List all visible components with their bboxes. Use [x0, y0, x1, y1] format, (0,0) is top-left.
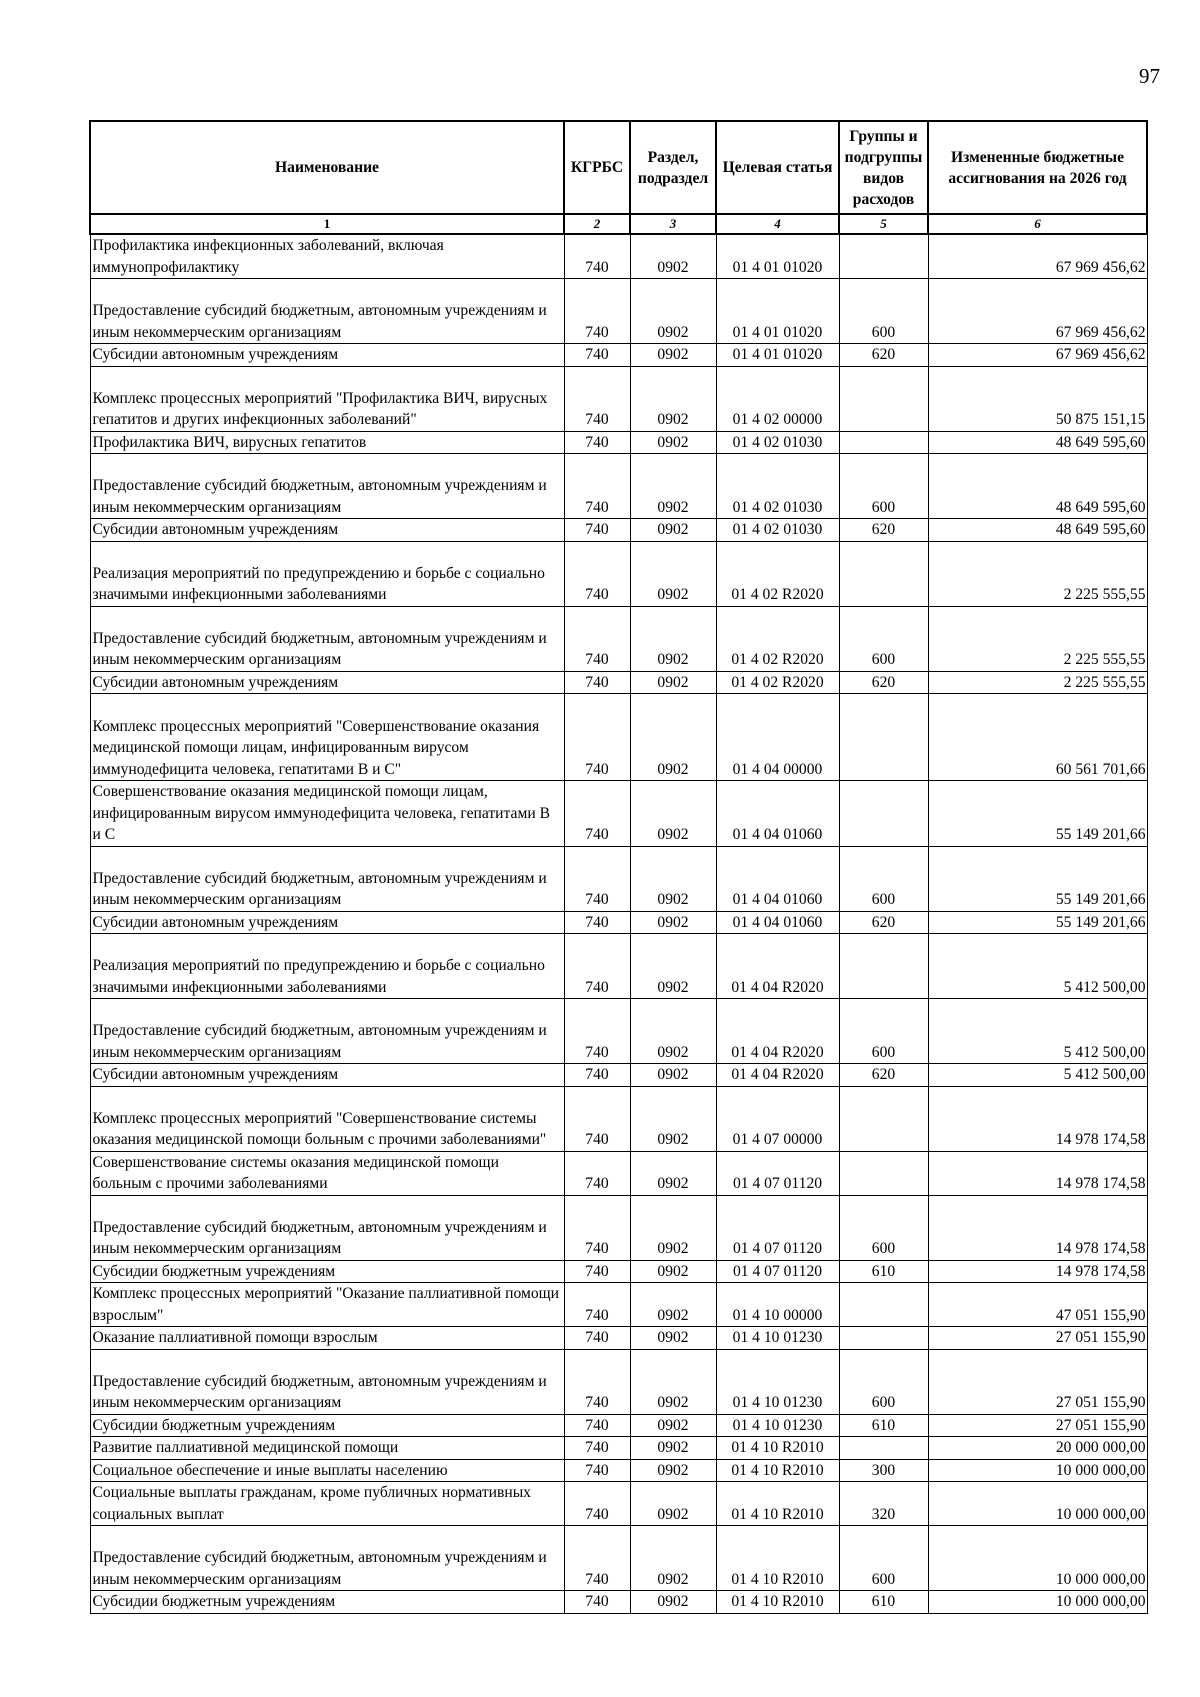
cell-target: 01 4 10 01230 [716, 1327, 839, 1350]
cell-target: 01 4 02 R2020 [716, 606, 839, 671]
table-row [90, 934, 1147, 999]
cell-amount: 14 978 174,58 [928, 1260, 1147, 1283]
table-row [90, 519, 1147, 542]
cell-target: 01 4 07 00000 [716, 1086, 839, 1151]
cell-kgrbs: 740 [564, 1327, 630, 1350]
cell-name: Субсидии автономным учреждениям [90, 1064, 564, 1087]
cell-name: Развитие паллиативной медицинской помощи [90, 1437, 564, 1460]
cell-amount: 67 969 456,62 [928, 344, 1147, 367]
cell-group: 620 [839, 519, 928, 542]
cell-group: 600 [839, 1349, 928, 1414]
cell-kgrbs: 740 [564, 431, 630, 454]
cell-name: Реализация мероприятий по предупреждению и борьбе с социально значимыми инфекционными заболеваниями [90, 934, 564, 999]
cell-name: Предоставление субсидий бюджетным, автономным учреждениям и иным некоммерческим организациям [90, 279, 564, 344]
cell-kgrbs: 740 [564, 671, 630, 694]
cell-group [839, 431, 928, 454]
cell-group: 600 [839, 846, 928, 911]
cell-section: 0902 [630, 846, 716, 911]
cell-name: Социальные выплаты гражданам, кроме публичных нормативных социальных выплат [90, 1482, 564, 1526]
cell-kgrbs: 740 [564, 1349, 630, 1414]
cell-kgrbs: 740 [564, 519, 630, 542]
cell-group: 600 [839, 999, 928, 1064]
cell-amount: 14 978 174,58 [928, 1086, 1147, 1151]
cell-section: 0902 [630, 1482, 716, 1526]
cell-amount: 10 000 000,00 [928, 1526, 1147, 1591]
table-row [90, 606, 1147, 671]
table-body [90, 234, 1147, 1613]
cell-group: 600 [839, 606, 928, 671]
cell-kgrbs: 740 [564, 1459, 630, 1482]
cell-group: 300 [839, 1459, 928, 1482]
cell-name: Совершенствование оказания медицинской помощи лицам, инфицированным вирусом иммунодефицита человека, гепатитами В и С [90, 781, 564, 847]
cell-kgrbs: 740 [564, 344, 630, 367]
cell-amount: 2 225 555,55 [928, 606, 1147, 671]
cell-section: 0902 [630, 1195, 716, 1260]
cell-name: Профилактика инфекционных заболеваний, включая иммунопрофилактику [90, 234, 564, 279]
cell-section: 0902 [630, 694, 716, 781]
cell-amount: 5 412 500,00 [928, 934, 1147, 999]
cell-amount: 55 149 201,66 [928, 781, 1147, 847]
cell-group: 610 [839, 1414, 928, 1437]
cell-section: 0902 [630, 1151, 716, 1195]
cell-name: Оказание паллиативной помощи взрослым [90, 1327, 564, 1350]
column-number: 5 [839, 214, 928, 234]
cell-target: 01 4 02 01030 [716, 519, 839, 542]
cell-section: 0902 [630, 1349, 716, 1414]
cell-section: 0902 [630, 911, 716, 934]
cell-group: 600 [839, 279, 928, 344]
cell-target: 01 4 10 01230 [716, 1349, 839, 1414]
table-row [90, 1327, 1147, 1350]
cell-section: 0902 [630, 1086, 716, 1151]
cell-amount: 10 000 000,00 [928, 1482, 1147, 1526]
budget-table [89, 120, 1148, 1614]
column-number: 1 [90, 214, 564, 234]
cell-group: 620 [839, 671, 928, 694]
cell-section: 0902 [630, 1260, 716, 1283]
cell-name: Субсидии автономным учреждениям [90, 519, 564, 542]
cell-group: 620 [839, 344, 928, 367]
cell-section: 0902 [630, 999, 716, 1064]
cell-target: 01 4 07 01120 [716, 1260, 839, 1283]
cell-group [839, 1283, 928, 1327]
cell-amount: 47 051 155,90 [928, 1283, 1147, 1327]
cell-target: 01 4 04 01060 [716, 911, 839, 934]
cell-group [839, 366, 928, 431]
cell-name: Реализация мероприятий по предупреждению и борьбе с социально значимыми инфекционными заболеваниями [90, 541, 564, 606]
cell-kgrbs: 740 [564, 454, 630, 519]
cell-kgrbs: 740 [564, 1195, 630, 1260]
cell-section: 0902 [630, 519, 716, 542]
cell-amount: 50 875 151,15 [928, 366, 1147, 431]
cell-amount: 27 051 155,90 [928, 1414, 1147, 1437]
cell-kgrbs: 740 [564, 1064, 630, 1087]
cell-name: Совершенствование системы оказания медицинской помощи больным с прочими заболеваниями [90, 1151, 564, 1195]
cell-kgrbs: 740 [564, 999, 630, 1064]
table-row [90, 366, 1147, 431]
cell-target: 01 4 02 01030 [716, 431, 839, 454]
cell-group [839, 1327, 928, 1350]
cell-group [839, 1086, 928, 1151]
cell-group [839, 934, 928, 999]
table-row [90, 344, 1147, 367]
cell-target: 01 4 07 01120 [716, 1195, 839, 1260]
cell-target: 01 4 04 R2020 [716, 999, 839, 1064]
cell-target: 01 4 10 R2010 [716, 1459, 839, 1482]
cell-kgrbs: 740 [564, 1151, 630, 1195]
cell-section: 0902 [630, 1437, 716, 1460]
table-header-row [90, 121, 1147, 214]
table-row [90, 279, 1147, 344]
cell-name: Комплекс процессных мероприятий "Профилактика ВИЧ, вирусных гепатитов и других инфекционных заболеваний" [90, 366, 564, 431]
cell-name: Субсидии автономным учреждениям [90, 671, 564, 694]
cell-section: 0902 [630, 1459, 716, 1482]
cell-section: 0902 [630, 1327, 716, 1350]
table-row [90, 781, 1147, 847]
cell-name: Комплекс процессных мероприятий "Совершенствование оказания медицинской помощи лицам, инфицированным вирусом иммунодефицита человека, гепатитами В и С" [90, 694, 564, 781]
cell-section: 0902 [630, 606, 716, 671]
cell-target: 01 4 02 R2020 [716, 671, 839, 694]
cell-group [839, 781, 928, 847]
cell-group: 620 [839, 911, 928, 934]
cell-amount: 27 051 155,90 [928, 1327, 1147, 1350]
cell-kgrbs: 740 [564, 781, 630, 847]
cell-kgrbs: 740 [564, 934, 630, 999]
cell-target: 01 4 10 R2010 [716, 1591, 839, 1614]
column-number: 4 [716, 214, 839, 234]
table-row [90, 911, 1147, 934]
header-target: Целевая статья [716, 121, 839, 214]
cell-section: 0902 [630, 279, 716, 344]
column-number: 6 [928, 214, 1147, 234]
cell-group: 620 [839, 1064, 928, 1087]
cell-kgrbs: 740 [564, 846, 630, 911]
cell-name: Предоставление субсидий бюджетным, автономным учреждениям и иным некоммерческим организациям [90, 1526, 564, 1591]
cell-amount: 14 978 174,58 [928, 1195, 1147, 1260]
cell-target: 01 4 02 00000 [716, 366, 839, 431]
cell-section: 0902 [630, 1414, 716, 1437]
cell-name: Субсидии бюджетным учреждениям [90, 1591, 564, 1614]
cell-name: Субсидии бюджетным учреждениям [90, 1414, 564, 1437]
cell-amount: 48 649 595,60 [928, 431, 1147, 454]
cell-amount: 60 561 701,66 [928, 694, 1147, 781]
cell-target: 01 4 02 01030 [716, 454, 839, 519]
cell-name: Комплекс процессных мероприятий "Оказание паллиативной помощи взрослым" [90, 1283, 564, 1327]
cell-kgrbs: 740 [564, 911, 630, 934]
cell-amount: 67 969 456,62 [928, 279, 1147, 344]
cell-amount: 10 000 000,00 [928, 1591, 1147, 1614]
cell-name: Предоставление субсидий бюджетным, автономным учреждениям и иным некоммерческим организациям [90, 846, 564, 911]
cell-kgrbs: 740 [564, 279, 630, 344]
table-row [90, 1086, 1147, 1151]
cell-target: 01 4 02 R2020 [716, 541, 839, 606]
cell-target: 01 4 10 R2010 [716, 1437, 839, 1460]
cell-amount: 2 225 555,55 [928, 671, 1147, 694]
cell-kgrbs: 740 [564, 694, 630, 781]
cell-amount: 20 000 000,00 [928, 1437, 1147, 1460]
table-row [90, 234, 1147, 279]
cell-group: 320 [839, 1482, 928, 1526]
cell-target: 01 4 10 01230 [716, 1414, 839, 1437]
cell-section: 0902 [630, 1283, 716, 1327]
cell-section: 0902 [630, 934, 716, 999]
cell-group: 600 [839, 1195, 928, 1260]
cell-target: 01 4 07 01120 [716, 1151, 839, 1195]
table-row [90, 1437, 1147, 1460]
table-row [90, 1283, 1147, 1327]
cell-group [839, 1151, 928, 1195]
cell-target: 01 4 04 R2020 [716, 1064, 839, 1087]
cell-group: 600 [839, 1526, 928, 1591]
table-row [90, 1459, 1147, 1482]
table-row [90, 1151, 1147, 1195]
cell-group: 610 [839, 1591, 928, 1614]
table-row [90, 846, 1147, 911]
cell-section: 0902 [630, 454, 716, 519]
cell-group: 600 [839, 454, 928, 519]
cell-target: 01 4 10 00000 [716, 1283, 839, 1327]
table-row [90, 1349, 1147, 1414]
cell-target: 01 4 04 01060 [716, 781, 839, 847]
cell-amount: 67 969 456,62 [928, 234, 1147, 279]
cell-target: 01 4 04 00000 [716, 694, 839, 781]
cell-amount: 5 412 500,00 [928, 1064, 1147, 1087]
cell-section: 0902 [630, 781, 716, 847]
cell-name: Предоставление субсидий бюджетным, автономным учреждениям и иным некоммерческим организациям [90, 606, 564, 671]
cell-section: 0902 [630, 541, 716, 606]
cell-target: 01 4 01 01020 [716, 279, 839, 344]
table-row [90, 1195, 1147, 1260]
cell-kgrbs: 740 [564, 541, 630, 606]
header-section: Раздел, подраздел [630, 121, 716, 214]
cell-target: 01 4 01 01020 [716, 344, 839, 367]
cell-amount: 5 412 500,00 [928, 999, 1147, 1064]
cell-amount: 2 225 555,55 [928, 541, 1147, 606]
header-groups: Группы и подгруппы видов расходов [839, 121, 928, 214]
page-number: 97 [1139, 64, 1160, 88]
cell-name: Предоставление субсидий бюджетным, автономным учреждениям и иным некоммерческим организациям [90, 1195, 564, 1260]
cell-target: 01 4 01 01020 [716, 234, 839, 279]
header-kgrbs: КГРБС [564, 121, 630, 214]
cell-section: 0902 [630, 366, 716, 431]
table-row [90, 1482, 1147, 1526]
cell-name: Предоставление субсидий бюджетным, автономным учреждениям и иным некоммерческим организациям [90, 1349, 564, 1414]
cell-kgrbs: 740 [564, 1482, 630, 1526]
cell-amount: 48 649 595,60 [928, 454, 1147, 519]
table-row [90, 1414, 1147, 1437]
cell-group [839, 1437, 928, 1460]
table-row [90, 999, 1147, 1064]
table-row [90, 1064, 1147, 1087]
cell-group [839, 541, 928, 606]
cell-amount: 14 978 174,58 [928, 1151, 1147, 1195]
column-number-row [90, 214, 1147, 234]
cell-amount: 48 649 595,60 [928, 519, 1147, 542]
cell-target: 01 4 10 R2010 [716, 1526, 839, 1591]
cell-name: Субсидии бюджетным учреждениям [90, 1260, 564, 1283]
cell-name: Комплекс процессных мероприятий "Совершенствование системы оказания медицинской помощи больным с прочими заболеваниями" [90, 1086, 564, 1151]
cell-group: 610 [839, 1260, 928, 1283]
cell-target: 01 4 10 R2010 [716, 1482, 839, 1526]
cell-kgrbs: 740 [564, 1086, 630, 1151]
cell-group [839, 234, 928, 279]
cell-amount: 27 051 155,90 [928, 1349, 1147, 1414]
column-number: 2 [564, 214, 630, 234]
cell-section: 0902 [630, 344, 716, 367]
cell-section: 0902 [630, 1526, 716, 1591]
table-row [90, 694, 1147, 781]
cell-kgrbs: 740 [564, 606, 630, 671]
cell-kgrbs: 740 [564, 366, 630, 431]
table-row [90, 431, 1147, 454]
table-row [90, 1526, 1147, 1591]
cell-kgrbs: 740 [564, 1591, 630, 1614]
cell-amount: 55 149 201,66 [928, 846, 1147, 911]
cell-name: Субсидии автономным учреждениям [90, 911, 564, 934]
cell-section: 0902 [630, 234, 716, 279]
cell-kgrbs: 740 [564, 1414, 630, 1437]
table-row [90, 454, 1147, 519]
cell-group [839, 694, 928, 781]
column-number: 3 [630, 214, 716, 234]
cell-target: 01 4 04 R2020 [716, 934, 839, 999]
cell-name: Предоставление субсидий бюджетным, автономным учреждениям и иным некоммерческим организациям [90, 999, 564, 1064]
header-name: Наименование [90, 121, 564, 214]
table-row [90, 541, 1147, 606]
cell-name: Предоставление субсидий бюджетным, автономным учреждениям и иным некоммерческим организациям [90, 454, 564, 519]
cell-amount: 55 149 201,66 [928, 911, 1147, 934]
cell-name: Профилактика ВИЧ, вирусных гепатитов [90, 431, 564, 454]
cell-target: 01 4 04 01060 [716, 846, 839, 911]
cell-kgrbs: 740 [564, 234, 630, 279]
header-amount: Измененные бюджетные ассигнования на 2026 год [928, 121, 1147, 214]
cell-section: 0902 [630, 1591, 716, 1614]
cell-kgrbs: 740 [564, 1526, 630, 1591]
table-row [90, 1591, 1147, 1614]
cell-section: 0902 [630, 1064, 716, 1087]
cell-amount: 10 000 000,00 [928, 1459, 1147, 1482]
cell-section: 0902 [630, 671, 716, 694]
table-row [90, 671, 1147, 694]
cell-section: 0902 [630, 431, 716, 454]
cell-name: Субсидии автономным учреждениям [90, 344, 564, 367]
cell-kgrbs: 740 [564, 1260, 630, 1283]
cell-kgrbs: 740 [564, 1437, 630, 1460]
cell-name: Социальное обеспечение и иные выплаты населению [90, 1459, 564, 1482]
table-row [90, 1260, 1147, 1283]
cell-kgrbs: 740 [564, 1283, 630, 1327]
